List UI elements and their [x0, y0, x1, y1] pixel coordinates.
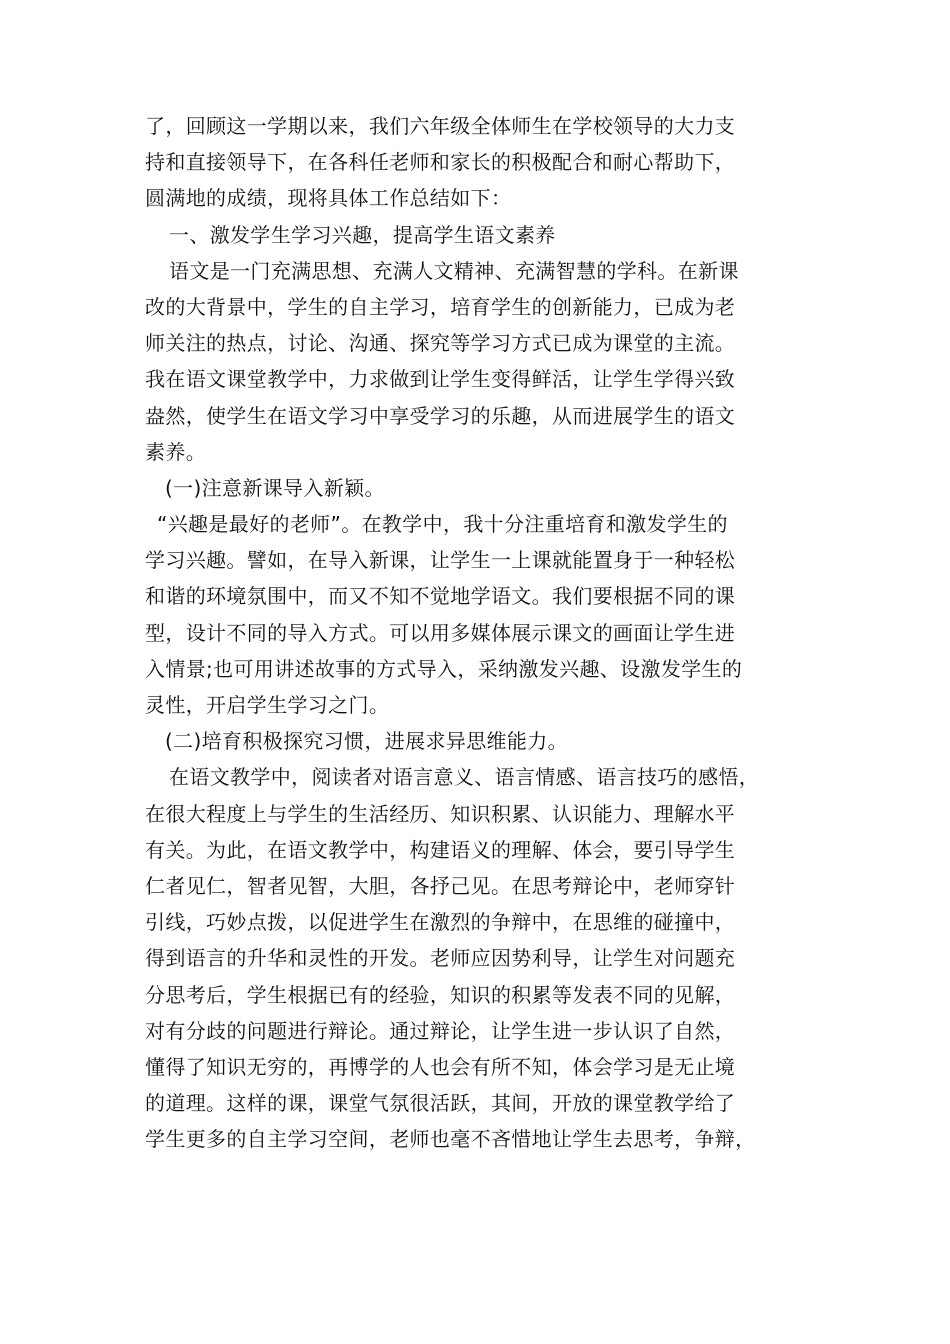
text-line: 在语文教学中，阅读者对语言意义、语言情感、语言技巧的感悟，: [169, 765, 760, 790]
text-line: 持和直接领导下，在各科任老师和家长的积极配合和耐心帮助下，: [145, 150, 736, 175]
text-line: 引线，巧妙点拨，以促进学生在激烈的争辩中，在思维的碰撞中，: [145, 910, 736, 935]
text-line: 分思考后，学生根据已有的经验，知识的积累等发表不同的见解，: [145, 982, 736, 1007]
text-line: 对有分歧的问题进行辩论。通过辩论，让学生进一步认识了自然，: [145, 1018, 736, 1043]
document-body: [145, 108, 825, 1157]
text-line: 仁者见仁，智者见智，大胆，各抒己见。在思考辩论中，老师穿针: [145, 873, 736, 898]
text-line: 得到语言的升华和灵性的开发。老师应因势利导，让学生对问题充: [145, 946, 736, 971]
text-line: 师关注的热点，讨论、沟通、探究等学习方式已成为课堂的主流。: [145, 331, 736, 356]
text-line: 素养。: [145, 439, 207, 464]
text-line: 懂得了知识无穷的，再博学的人也会有所不知，体会学习是无止境: [145, 1054, 736, 1079]
text-line: 灵性，开启学生学习之门。: [145, 693, 390, 717]
text-line: “兴趣是最好的老师”。在教学中，我十分注重培育和激发学生的: [157, 512, 728, 537]
text-line: 有关。为此，在语文教学中，构建语义的理解、体会，要引导学生: [145, 837, 736, 862]
text-line: (一)注意新课导入新颖。: [165, 475, 385, 500]
text-line: 的道理。这样的课，课堂气氛很活跃，其间，开放的课堂教学给了: [145, 1091, 736, 1116]
text-line: 语文是一门充满思想、充满人文精神、充满智慧的学科。在新课: [169, 258, 739, 283]
text-line: 型，设计不同的导入方式。可以用多媒体展示课文的画面让学生进: [145, 620, 736, 645]
text-line: 一、激发学生学习兴趣，提高学生语文素养: [169, 222, 556, 247]
text-line: 盎然，使学生在语文学习中享受学习的乐趣，从而进展学生的语文: [145, 403, 736, 428]
text-line: (二)培育积极探究习惯，进展求异思维能力。: [165, 729, 568, 754]
text-line: 学生更多的自主学习空间，老师也毫不吝惜地让学生去思考，争辩，: [145, 1127, 756, 1152]
text-line: 学习兴趣。譬如，在导入新课，让学生一上课就能置身于一种轻松: [145, 548, 736, 573]
text-line: 我在语文课堂教学中，力求做到让学生变得鲜活，让学生学得兴致: [145, 367, 736, 392]
text-line: 改的大背景中，学生的自主学习，培育学生的创新能力，已成为老: [145, 294, 736, 319]
text-line: 圆满地的成绩，现将具体工作总结如下：: [145, 186, 512, 211]
text-line: 在很大程度上与学生的生活经历、知识积累、认识能力、理解水平: [145, 801, 736, 826]
text-line: 入情景;也可用讲述故事的方式导入，采纳激发兴趣、设激发学生的: [145, 656, 743, 681]
text-line: 和谐的环境氛围中，而又不知不觉地学语文。我们要根据不同的课: [145, 584, 736, 609]
text-line: 了，回顾这一学期以来，我们六年级全体师生在学校领导的大力支: [145, 114, 736, 138]
